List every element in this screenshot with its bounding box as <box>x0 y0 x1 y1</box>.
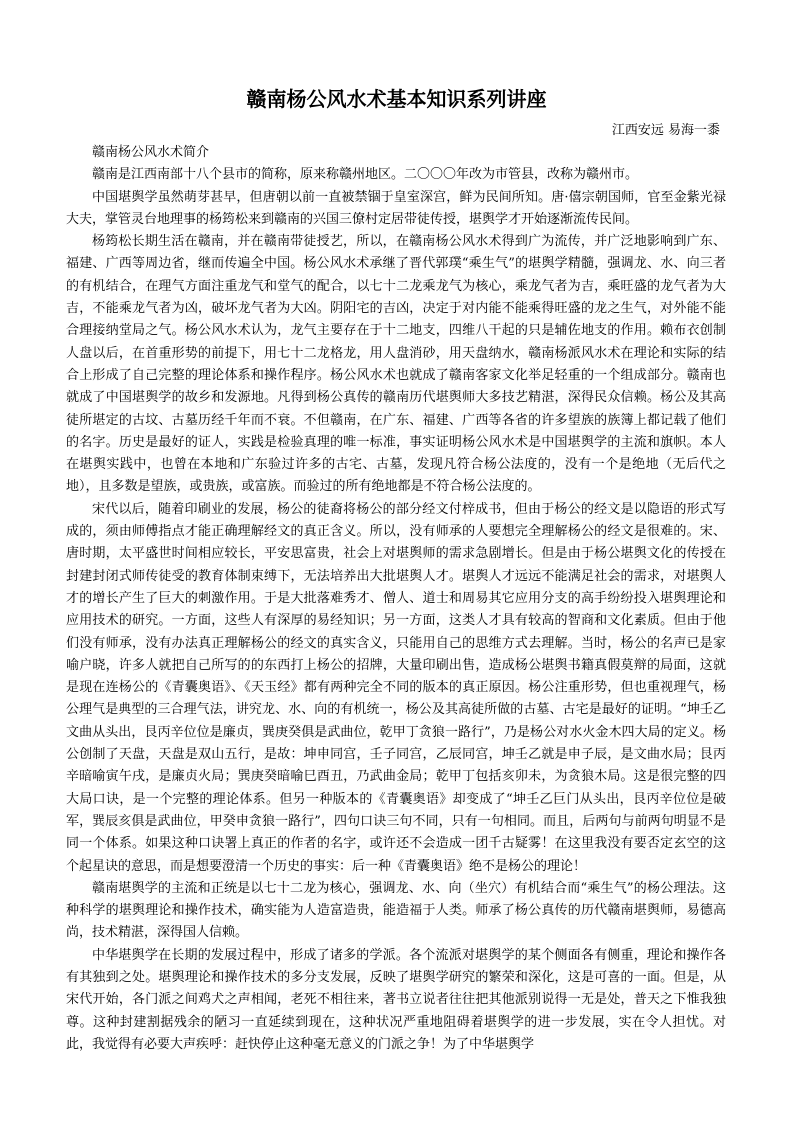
paragraph: 中华堪舆学在长期的发展过程中，形成了诸多的学派。各个流派对堪舆学的某个侧面各有侧重，理论和操作各有其独到之处。堪舆理论和操作技术的多分支发展，反映了堪舆学研究的繁荣和深化，这是可喜的一面。但是，从宋代开始，各门派之间鸡犬之声相闻，老死不相往来，著书立说者往往把其他派别说得一无是处，普天之下惟我独尊。这种封建割据残余的陋习一直延续到现在，这种状况严重地阻碍着堪舆学的进一步发展，实在令人担忧。对此，我觉得有必要大声疾呼：赶快停止这种毫无意义的门派之争！为了中华堪舆学 <box>66 947 726 1052</box>
paragraph: 赣南堪舆学的主流和正统是以七十二龙为核心，强调龙、水、向（坐穴）有机结合而“乘生气”的杨公理法。这种科学的堪舆理论和操作技术，确实能为人造富造贵，能造福于人类。师承了杨公真传的历代赣南堪舆师，易德高尚，技术精湛，深得国人信赖。 <box>66 880 726 941</box>
paragraph: 杨筠松长期生活在赣南，并在赣南带徒授艺，所以，在赣南杨公风水术得到广为流传，并广泛地影响到广东、福建、广西等周边省，继而传遍全中国。杨公风水术承继了晋代郭璞“乘生气”的堪舆学精髓，强调龙、水、向三者的有机结合，在理气方面注重龙气和堂气的配合，以七十二龙乘龙气为核心，乘龙气者为吉，乘旺盛的龙气者为大吉，不能乘龙气者为凶，破坏龙气者为大凶。阴阳宅的吉凶，决定于对内能不能乘得旺盛的龙之生气，对外能不能合理接纳堂局之气。杨公风水术认为，龙气主要存在于十二地支，四维八干起的只是辅佐地支的作用。赖布衣创制人盘以后，在首重形势的前提下，用七十二龙格龙，用人盘消砂，用天盘纳水，赣南杨派风水术在理论和实际的结合上形成了自己完整的理论体系和操作程序。杨公风水术也就成了赣南客家文化举足轻重的一个组成部分。赣南也就成了中国堪舆学的故乡和发源地。凡得到杨公真传的赣南历代堪舆师大多技艺精湛，深得民众信赖。杨公及其高徒所堪定的古坟、古墓历经千年而不衰。不但赣南，在广东、福建、广西等各省的许多望族的族簿上都记载了他们的名字。历史是最好的证人，实践是检验真理的唯一标准，事实证明杨公风水术是中国堪舆学的主流和旗帜。本人在堪舆实践中，也曾在本地和广东验过许多的古宅、古墓，发现凡符合杨公法度的，没有一个是绝地（无后代之地），且多数是望族，或贵族，或富族。而验过的所有绝地都是不符合杨公法度的。 <box>66 234 726 495</box>
paragraph: 赣南是江西南部十八个县市的简称，原来称赣州地区。二〇〇〇年改为市管县，改称为赣州市。 <box>92 167 639 183</box>
document-body <box>66 142 726 1056</box>
paragraph: 宋代以后，随着印刷业的发展，杨公的徒裔将杨公的部分经文付梓成书，但由于杨公的经文是以隐语的形式写成的，须由师傅指点才能正确理解经文的真正含义。所以，没有师承的人要想完全理解杨公的经文是很难的。宋、唐时期，太平盛世时间相应较长，平安思富贵，社会上对堪舆师的需求急剧增长。但是由于杨公堪舆文化的传授在封建封闭式师传徒受的教育体制束缚下，无法培养出大批堪舆人才。堪舆人才远远不能满足社会的需求，对堪舆人才的增长产生了巨大的刺激作用。于是大批落难秀才、僧人、道士和周易其它应用分支的高手纷纷投入堪舆理论和应用技术的研究。一方面，这些人有深厚的易经知识；另一方面，这类人才具有较高的智商和文化素质。但由于他们没有师承，没有办法真正理解杨公的经文的真实含义，只能用自己的思维方式去理解。当时，杨公的名声已是家喻户晓，许多人就把自己所写的的东西打上杨公的招牌，大量印刷出售，造成杨公堪舆书籍真假莫辩的局面，这就是现在连杨公的《青囊奥语》、《天玉经》都有两种完全不同的版本的真正原因。杨公注重形势，但也重视理气，杨公理气是典型的三合理气法，讲究龙、水、向的有机统一，杨公及其高徒所做的古墓、古宅是最好的证明。“坤壬乙文曲从头出，艮丙辛位位是廉贞，巽庚癸俱是武曲位，乾甲丁贪狼一路行”，乃是杨公对水火金木四大局的定义。杨公创制了天盘，天盘是双山五行，是故：坤申同宫，壬子同宫，乙辰同宫，坤壬乙就是申子辰，是文曲水局；艮丙辛暗喻寅午戌，是廉贞火局；巽庚癸暗喻巳酉丑，乃武曲金局；乾甲丁包括亥卯未，为贪狼木局。这是很完整的四大局口诀，是一个完整的理论体系。但另一种版本的《青囊奥语》却变成了“坤壬乙巨门从头出，艮丙辛位位是破军，巽辰亥俱是武曲位，甲癸申贪狼一路行”，四句口诀三句不同，只有一句相同。而且，后两句与前两句明显不是同一个体系。如果这种口诀署上真正的作者的名字，或许还不会造成一团千古疑雾！在这里我没有要否定玄空的这个起星诀的意思，而是想要澄清一个历史的事实：后一种《青囊奥语》绝不是杨公的理论！ <box>66 501 726 874</box>
section-heading: 赣南杨公风水术简介 <box>92 145 210 160</box>
author-byline: 江西安远 易海一黍 <box>611 123 720 138</box>
document-title: 赣南杨公风水术基本知识系列讲座 <box>246 87 547 111</box>
paragraph: 中国堪舆学虽然萌芽甚早，但唐朝以前一直被禁锢于皇室深宫，鲜为民间所知。唐·僖宗朝国师，官至金紫光禄大夫，掌管灵台地理事的杨筠松来到赣南的兴国三僚村定居带徒传授，堪舆学才开始逐渐流传民间。 <box>66 189 726 227</box>
